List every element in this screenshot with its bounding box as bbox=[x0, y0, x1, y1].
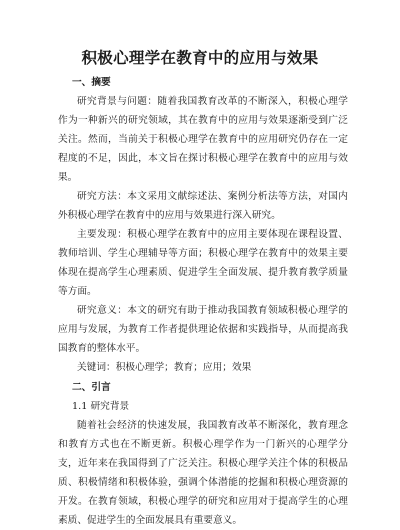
intro-sub-heading: 1.1 研究背景 bbox=[72, 401, 130, 412]
abstract-significance-paragraph: 研究意义：本文的研究有助于推动我国教育领域积极心理学的应用与发展，为教育工作者提供理论依据和实践指导，从而提高我国教育的整体水平。 bbox=[58, 305, 348, 354]
keywords-line: 关键词：积极心理学；教育；应用；效果 bbox=[77, 362, 252, 373]
intro-paragraph: 随着社会经济的快速发展，我国教育改革不断深化，教育理念和教育方式也在不断更新。积极心理学作为一门新兴的心理学分支，近年来在我国得到了广泛关注。积极心理学关注个体的积极品质、积极情绪和积极体验，强调个体潜能的挖掘和积极心理资源的开发。在教育领域，积极心理学的研究和应用对于提高学生的心理素质、促进学生的全面发展具有重要意义。 bbox=[58, 420, 348, 526]
abstract-background-paragraph: 研究背景与问题：随着我国教育改革的不断深入，积极心理学作为一种新兴的研究领域，其在教育中的应用与效果逐渐受到广泛关注。然而，当前关于积极心理学在教育中的应用研究仍存在一定程度的不足，因此，本文旨在探讨积极心理学在教育中的应用与效果。 bbox=[58, 96, 348, 183]
document-body bbox=[58, 72, 348, 530]
abstract-method-paragraph: 研究方法：本文采用文献综述法、案例分析法等方法，对国内外积极心理学在教育中的应用与效果进行深入研究。 bbox=[58, 191, 348, 221]
abstract-heading: 一、摘要 bbox=[72, 77, 111, 88]
abstract-findings-paragraph: 主要发现：积极心理学在教育中的应用主要体现在课程设置、教师培训、学生心理辅导等方面；积极心理学在教育中的效果主要体现在提高学生心理素质、促进学生全面发展、提升教育教学质量等方面。 bbox=[58, 229, 348, 297]
document-title: 积极心理学在教育中的应用与效果 bbox=[81, 49, 319, 67]
intro-heading: 二、引言 bbox=[72, 382, 111, 393]
